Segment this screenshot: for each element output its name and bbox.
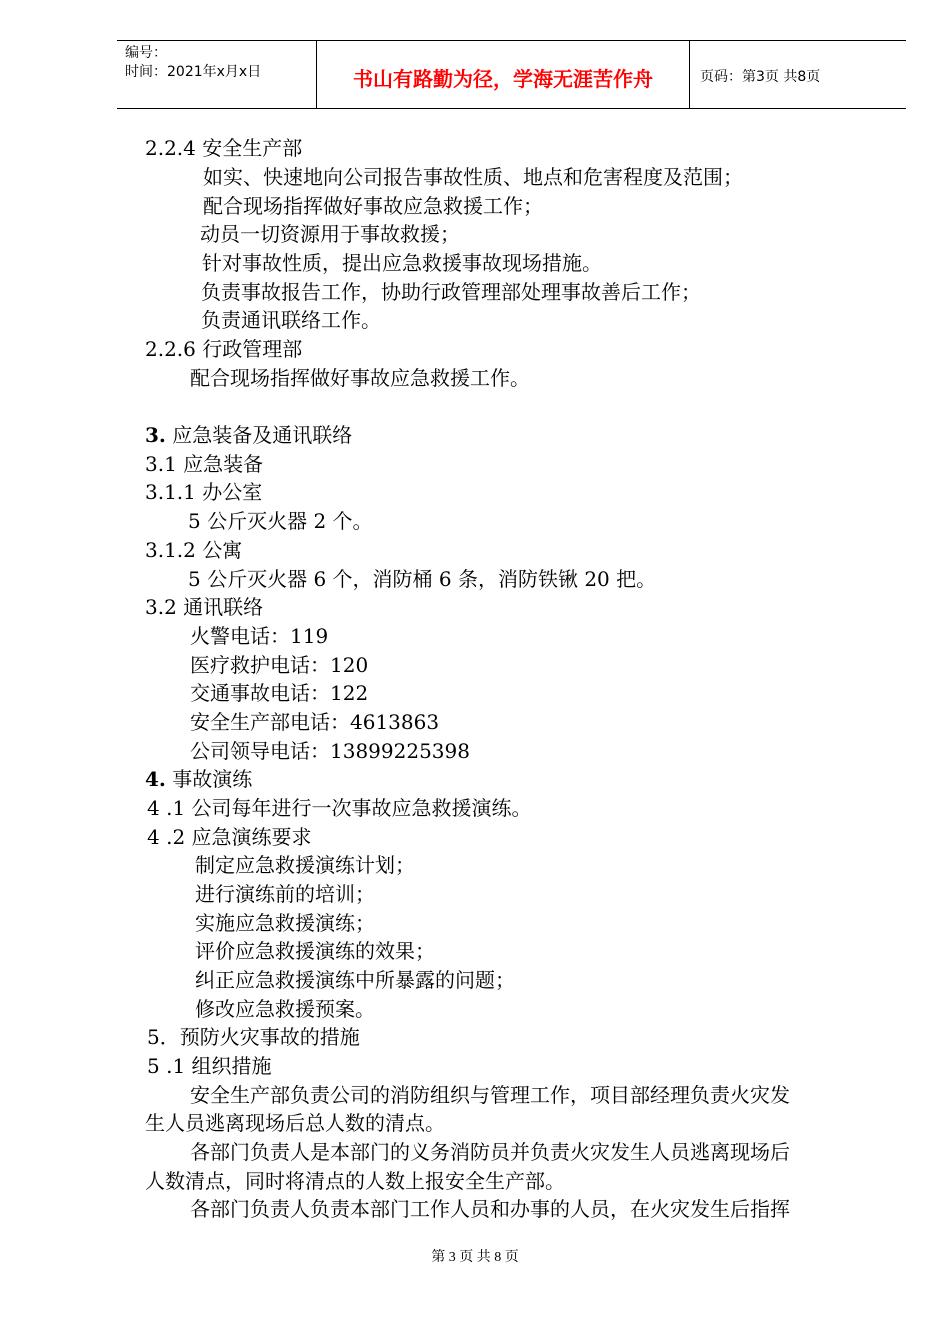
text-line: 负责事故报告工作，协助行政管理部处理事故善后工作； — [201, 280, 701, 304]
header-page-cell — [690, 41, 906, 108]
list-item: 进行演练前的培训； — [195, 882, 375, 906]
text-line: 如实、快速地向公司报告事故性质、地点和危害程度及范围； — [203, 165, 743, 189]
section-heading: 3.1.1 办公室 — [145, 480, 263, 504]
paragraph-line: 生人员逃离现场后总人数的清点。 — [145, 1111, 445, 1135]
paragraph-line: 各部门负责人是本部门的义务消防员并负责火灾发生人员逃离现场后 — [190, 1140, 790, 1164]
section-heading: 5．预防火灾事故的措施 — [147, 1025, 360, 1049]
page-header — [117, 40, 906, 109]
section-heading: 2.2.4 安全生产部 — [145, 136, 303, 160]
phone-line: 医疗救护电话：120 — [190, 653, 369, 677]
paragraph-line: 安全生产部负责公司的消防组织与管理工作，项目部经理负责火灾发 — [190, 1083, 790, 1107]
list-item: 制定应急救援演练计划； — [195, 853, 415, 877]
code-label: 编号： — [125, 45, 167, 61]
phone-line: 交通事故电话：122 — [190, 681, 369, 705]
time-label: 时间：2021年x月x日 — [125, 64, 262, 80]
text-line: 5 公斤灭火器 2 个。 — [188, 509, 373, 533]
section-heading: 3.1 应急装备 — [145, 452, 264, 476]
text-line: 配合现场指挥做好事故应急救援工作； — [203, 194, 543, 218]
list-item: 纠正应急救援演练中所暴露的问题； — [195, 968, 515, 992]
text-line: 配合现场指挥做好事故应急救援工作。 — [190, 366, 530, 390]
section-heading: 4 .2 应急演练要求 — [147, 825, 312, 849]
text-line: 负责通讯联络工作。 — [201, 308, 381, 332]
header-motto-cell — [317, 41, 690, 108]
text-line: 5 公斤灭火器 6 个，消防桶 6 条，消防铁锹 20 把。 — [188, 567, 657, 591]
section-heading: 2.2.6 行政管理部 — [145, 337, 303, 361]
text-line: 针对事故性质，提出应急救援事故现场措施。 — [202, 251, 602, 275]
page-number-label: 页码：第3页 共8页 — [700, 69, 821, 85]
section-heading: 3. 应急装备及通讯联络 — [145, 423, 353, 447]
phone-line: 安全生产部电话：4613863 — [190, 710, 440, 734]
section-heading: 3.2 通讯联络 — [145, 595, 264, 619]
text-line: 4 .1 公司每年进行一次事故应急救援演练。 — [147, 796, 532, 820]
section-heading: 3.1.2 公寓 — [145, 538, 243, 562]
paragraph-line: 人数清点，同时将清点的人数上报安全生产部。 — [145, 1169, 565, 1193]
list-item: 实施应急救援演练； — [195, 911, 375, 935]
page-footer: 第 3 页 共 8 页 — [431, 1250, 519, 1265]
section-heading: 5 .1 组织措施 — [147, 1054, 272, 1078]
motto-text: 书山有路勤为径，学海无涯苦作舟 — [353, 67, 653, 91]
list-item: 修改应急救援预案。 — [195, 997, 375, 1021]
phone-line: 火警电话：119 — [190, 624, 329, 648]
section-heading: 4. 事故演练 — [145, 767, 253, 791]
phone-line: 公司领导电话：13899225398 — [190, 739, 470, 763]
list-item: 评价应急救援演练的效果； — [195, 939, 435, 963]
header-meta-cell — [117, 41, 317, 108]
paragraph-line: 各部门负责人负责本部门工作人员和办事的人员，在火灾发生后指挥 — [190, 1197, 790, 1221]
text-line: 动员一切资源用于事故救援； — [200, 222, 460, 246]
